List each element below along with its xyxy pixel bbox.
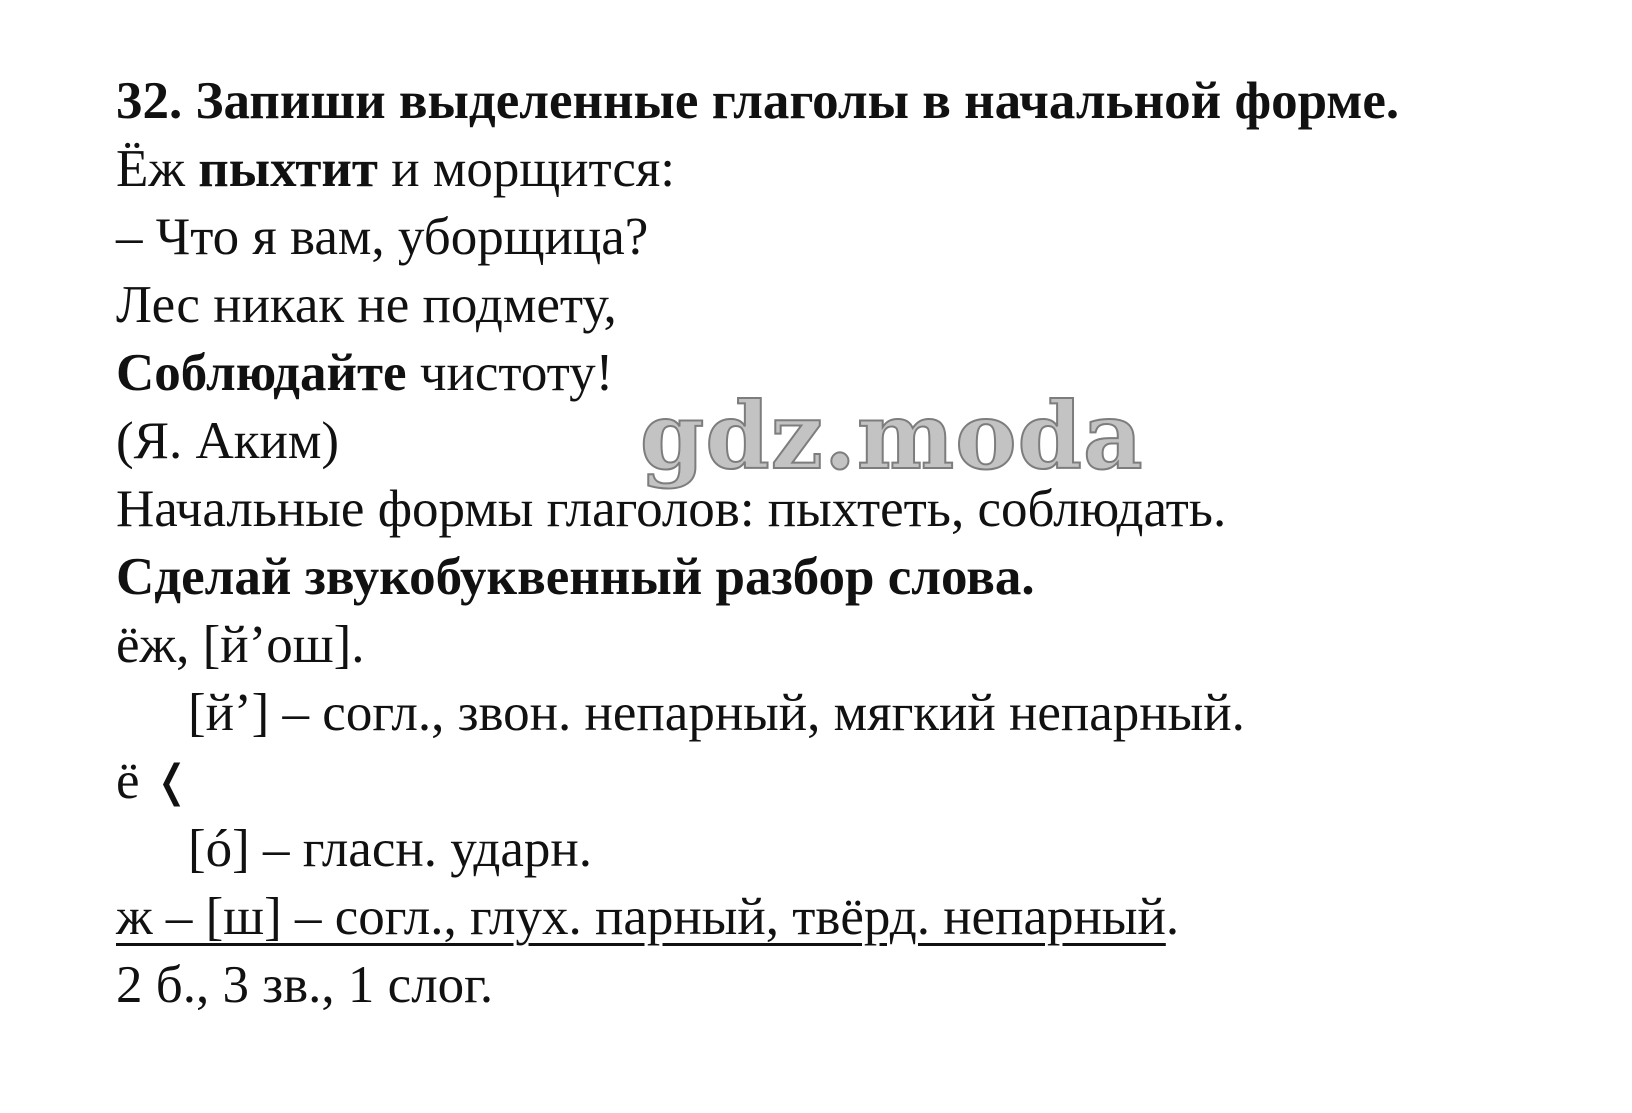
exercise-title [116,70,1399,132]
analysis-letter-zh [116,886,1179,948]
analysis-word: ёж, [й’ош]. [116,616,365,674]
answer-initial-forms: Начальные формы глаголов: пыхтеть, соблюдать. [116,480,1227,538]
poem-line-4-post: чистоту! [406,344,614,402]
poem-author: (Я. Аким) [116,412,340,470]
analysis-sound-2: [ó] – гласн. ударн. [188,820,592,878]
highlighted-verb-soblyudayte: Соблюдайте [116,344,407,402]
poem-line-1-post: и морщится: [377,140,675,198]
poem-line-3: Лес никак не подмету, [116,276,617,334]
analysis-letter-zh-tail: . [1165,888,1180,946]
analysis-letter-zh-underlined: ж – [ш] – согл., глух. парный, твёрд. непарный [116,888,1166,946]
poem-line-4 [116,342,613,404]
highlighted-verb-pyhtit: пыхтит [198,140,378,198]
task-sound-letter-analysis: Сделай звукобуквенный разбор слова. [116,548,1035,606]
analysis-sound-1: [й’] – согл., звон. непарный, мягкий непарный. [188,684,1245,742]
watermark: gdz.moda [640,382,1144,490]
analysis-letter-yo [116,750,190,815]
letter-yo: ё [116,752,140,810]
poem-line-1-pre: Ёж [116,140,199,198]
analysis-summary: 2 б., 3 зв., 1 слог. [116,956,494,1014]
exercise-instruction: Запиши выделенные глаголы в начальной форме. [195,72,1400,130]
poem-line-1 [116,138,675,200]
poem-line-2: – Что я вам, уборщица? [116,208,649,266]
bracket-icon: ❬ [153,756,191,807]
exercise-number: 32. [116,72,183,130]
